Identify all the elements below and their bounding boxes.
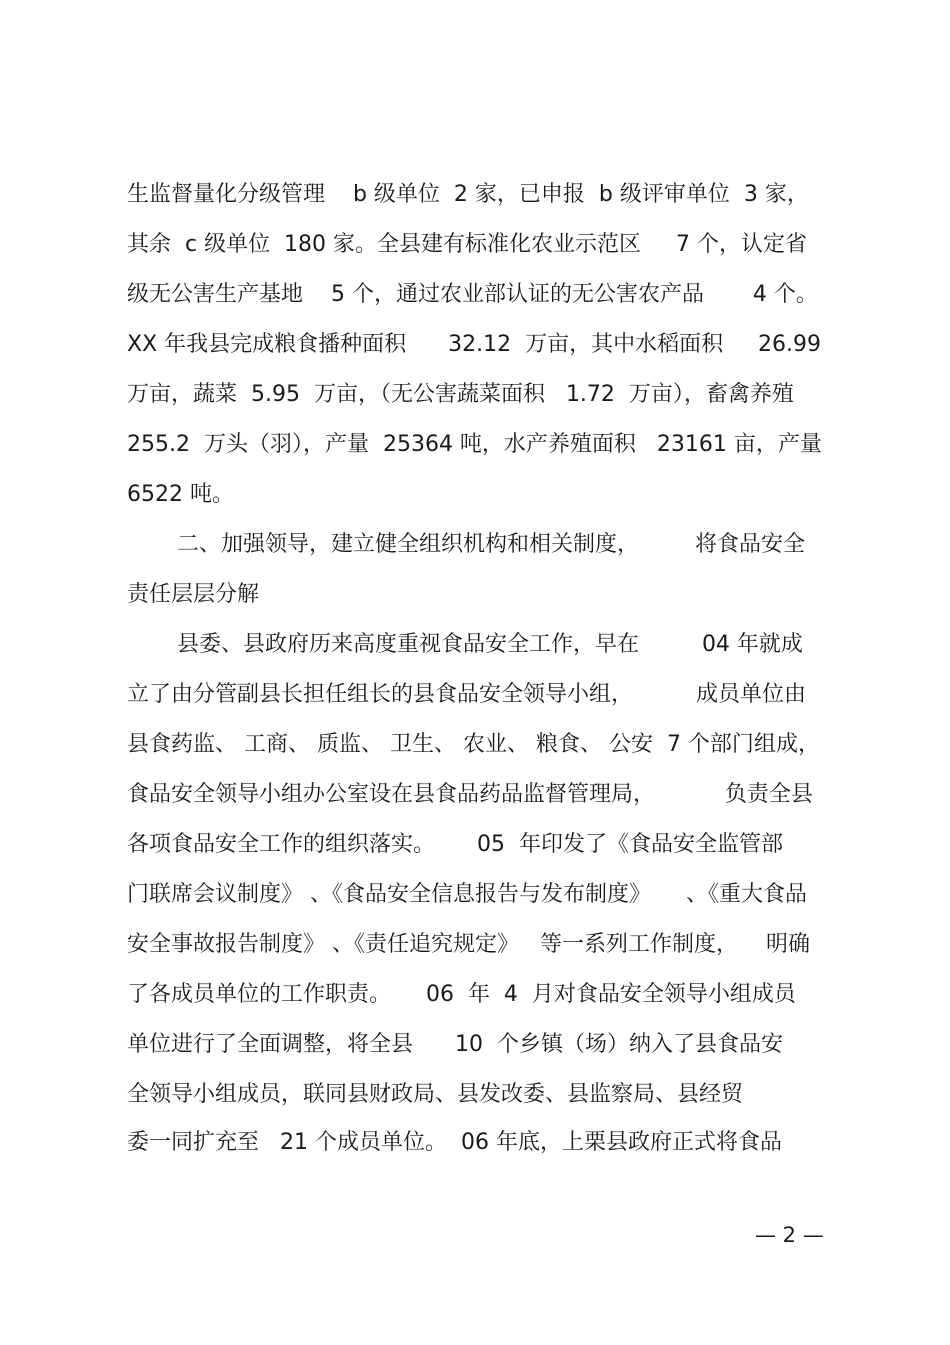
text-line: 县委、县政府历来高度重视食品安全工作，早在 04 年就成 [177, 632, 803, 657]
section-heading: 二、加强领导，建立健全组织机构和相关制度， 将食品安全 [177, 532, 805, 557]
text-line: 6522 吨。 [127, 482, 234, 507]
text-line: 级无公害生产基地 5 个，通过农业部认证的无公害农产品 4 个。 [127, 282, 818, 307]
text-line: 委一同扩充至 21 个成员单位。 06 年底，上栗县政府正式将食品 [127, 1130, 782, 1155]
text-line: 255.2 万头（羽），产量 25364 吨，水产养殖面积 23161 亩，产量 [127, 432, 822, 457]
text-line: 全领导小组成员，联同县财政局、县发改委、县监察局、县经贸 [127, 1082, 744, 1107]
text-line: 立了由分管副县长担任组长的县食品安全领导小组， 成员单位由 [127, 682, 806, 707]
text-line: 安全事故报告制度》 、《责任追究规定》 等一系列工作制度， 明确 [127, 932, 810, 957]
text-line: 门联席会议制度》 、《食品安全信息报告与发布制度》 、《重大食品 [127, 882, 807, 907]
text-line: 单位进行了全面调整，将全县 10 个乡镇（场）纳入了县食品安 [127, 1032, 783, 1057]
text-line: 生监督量化分级管理 b 级单位 2 家，已申报 b 级评审单位 3 家， [127, 182, 809, 207]
page-number: — 2 — [755, 1223, 824, 1247]
text-line: 了各成员单位的工作职责。 06 年 4 月对食品安全领导小组成员 [127, 982, 796, 1007]
text-line: 食品安全领导小组办公室设在县食品药品监督管理局， 负责全县 [127, 782, 813, 807]
text-line: 其余 c 级单位 180 家。全县建有标准化农业示范区 7 个，认定省 [127, 232, 808, 257]
text-line: XX 年我县完成粮食播种面积 32.12 万亩，其中水稻面积 26.99 [127, 332, 822, 357]
text-line: 各项食品安全工作的组织落实。 05 年印发了《食品安全监管部 [127, 832, 783, 857]
text-line: 县食药监、 工商、 质监、 卫生、 农业、 粮食、 公安 7 个部门组成， [127, 732, 820, 757]
section-heading-continued: 责任层层分解 [127, 582, 260, 607]
text-line: 万亩，蔬菜 5.95 万亩，（无公害蔬菜面积 1.72 万亩），畜禽养殖 [127, 382, 794, 407]
